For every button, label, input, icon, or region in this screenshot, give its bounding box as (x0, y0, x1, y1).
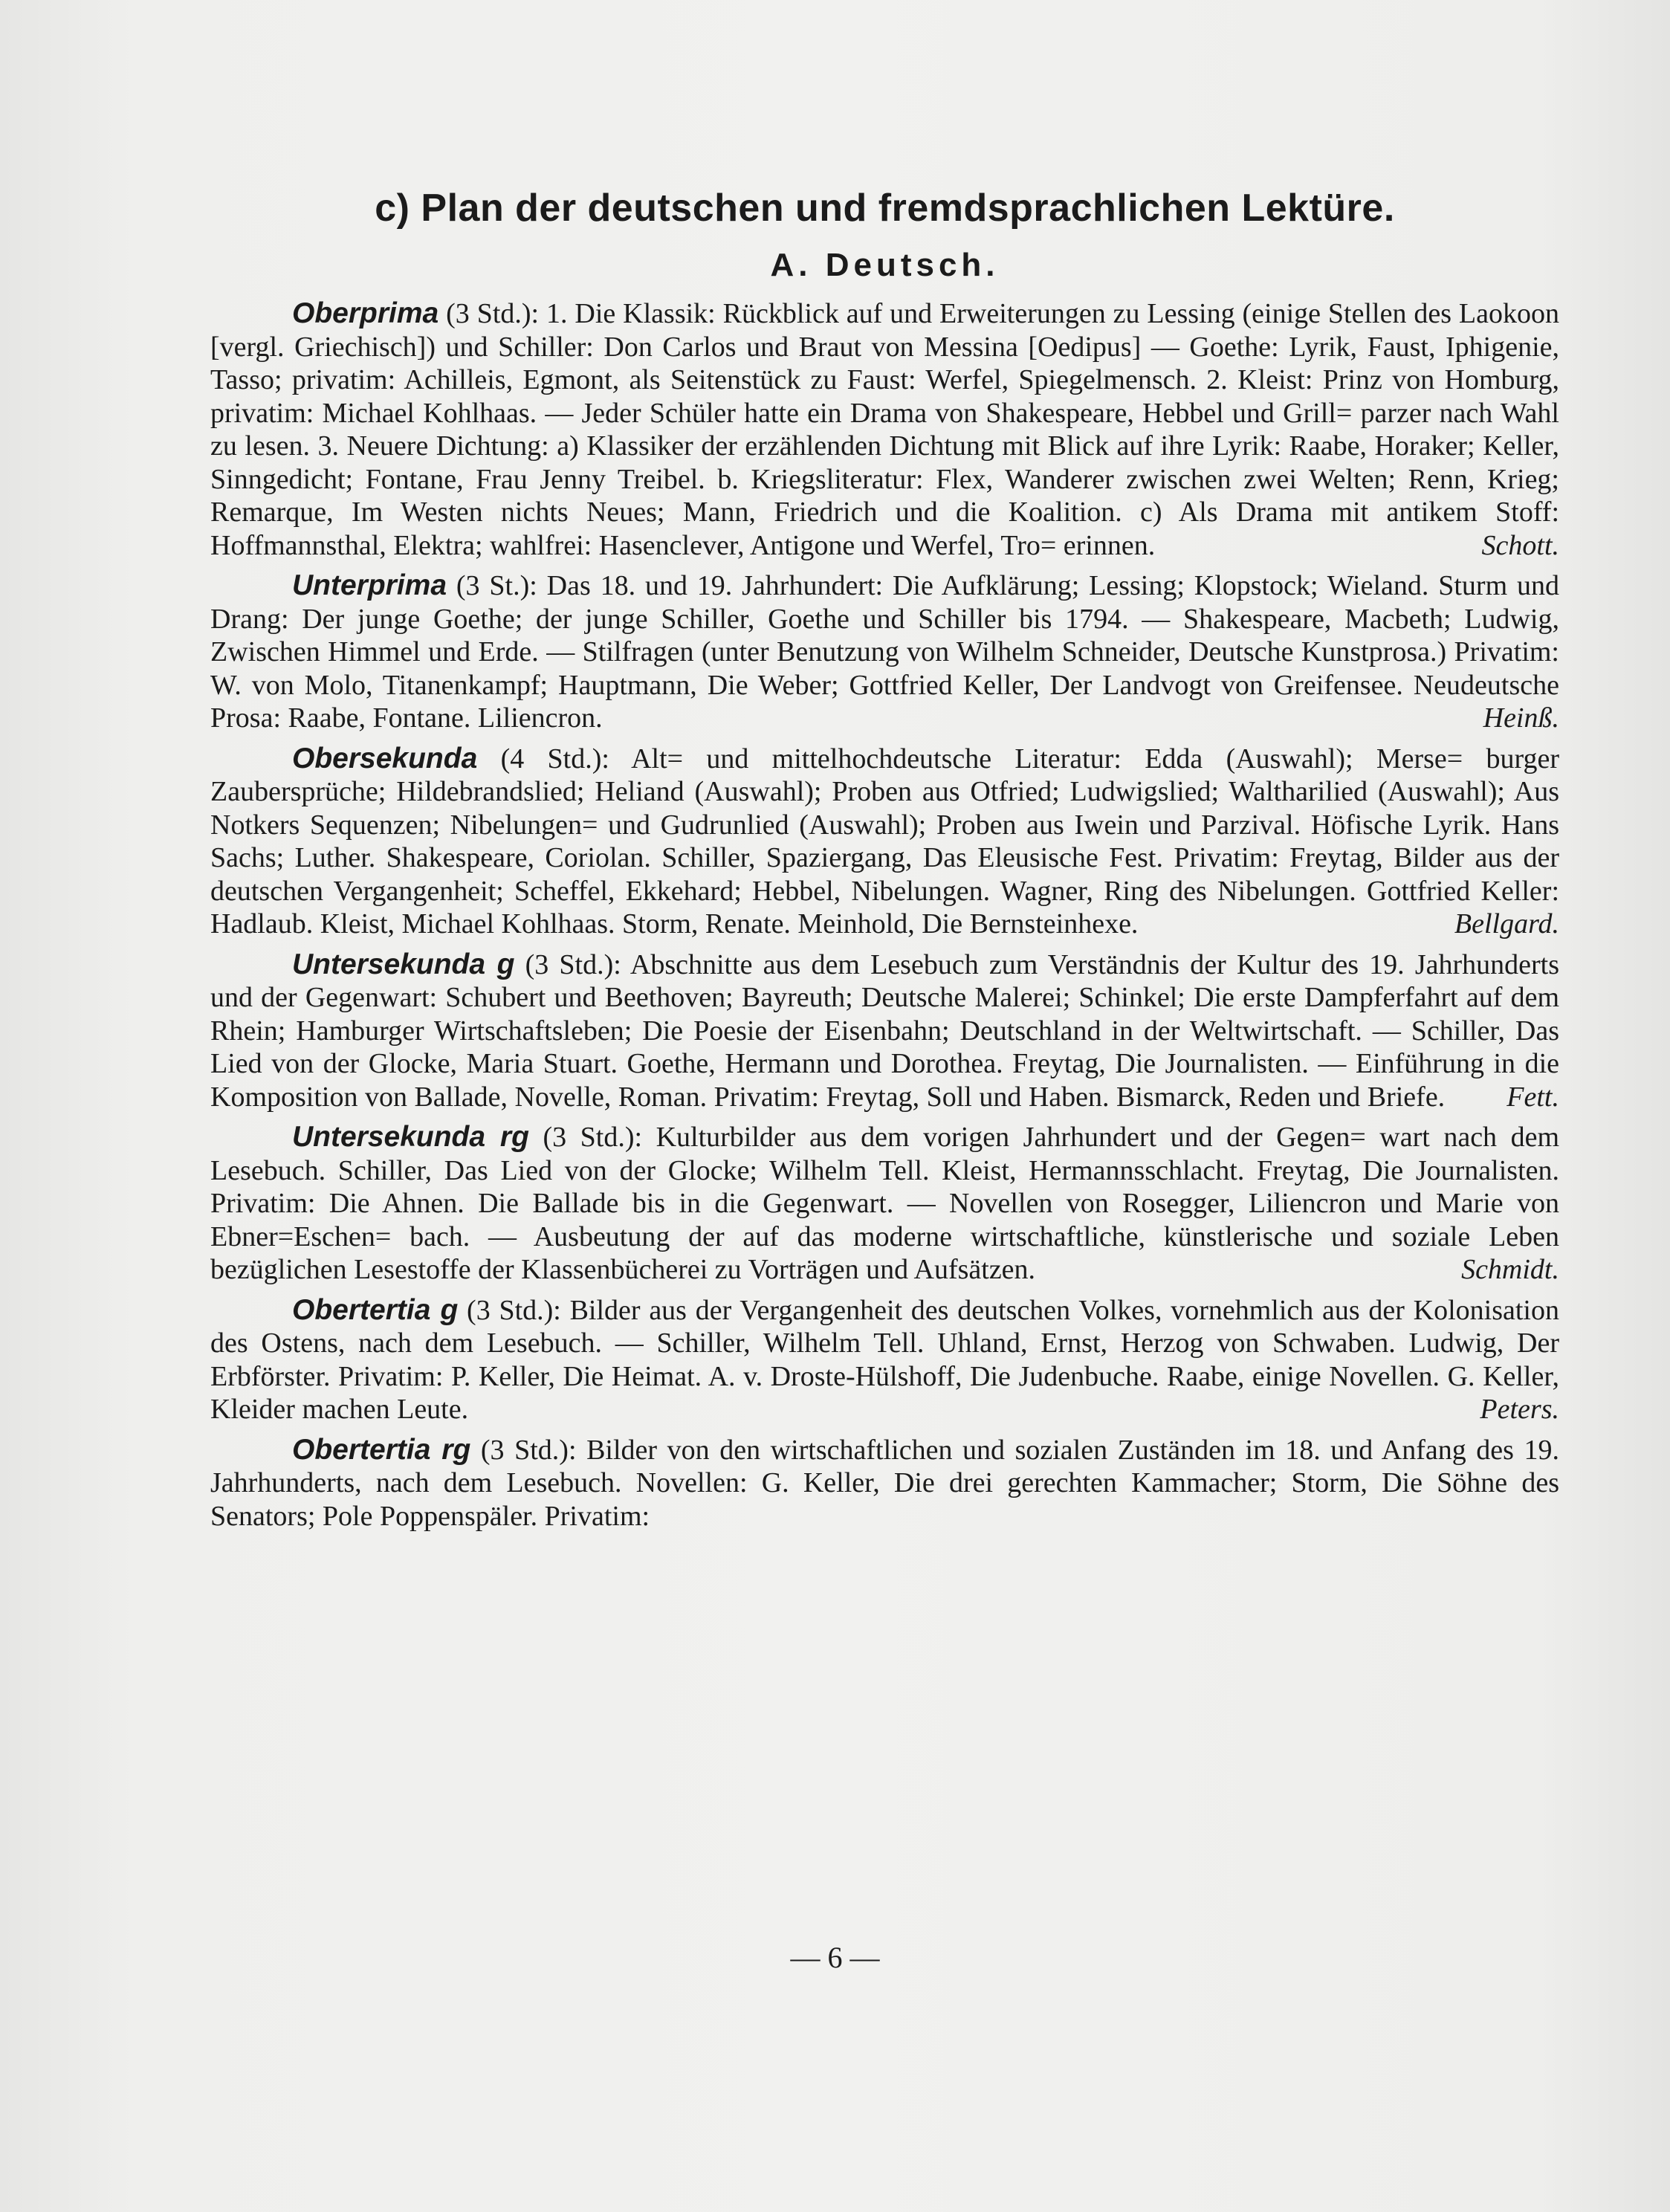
teacher-name: Heinß. (1483, 702, 1559, 734)
teacher-name: Bellgard. (1454, 908, 1559, 940)
section-text: (3 Std.): 1. Die Klassik: Rückblick auf und Erweiterungen zu Lessing (einige Stellen des Laokoon [vergl. Griechisch]) und Schiller: Don Carlos und Braut von Messina [Oedipus] — Goethe: Lyrik, Faust, Iphigenie, Tasso; privatim: Achilleis, Egmont, als Seitenstück zu Faust: Werfel, Spiegelmensch. 2. Kleist: Prinz von Homburg, privatim: Michael Kohlhaas. — Jeder Schüler hatte ein Drama von Shakespeare, Hebbel und Grill= parzer nach Wahl zu lesen. 3. Neuere Dichtung: a) Klassiker der erzählenden Dichtung mit Blick auf ihre Lyrik: Raabe, Horaker; Keller, Sinngedicht; Fontane, Frau Jenny Treibel. b. Kriegsliteratur: Flex, Wanderer zwischen zwei Welten; Renn, Krieg; Remarque, Im Westen nichts Neues; Mann, Friedrich und die Koalition. c) Als Drama mit antikem Stoff: Hoffmannsthal, Elektra; wahlfrei: Hasenclever, Antigone und Werfel, Tro= erinnen. (210, 298, 1559, 561)
page-number: — 6 — (790, 1941, 880, 1974)
section-text: (3 Std.): Abschnitte aus dem Lesebuch zum Verständnis der Kultur des 19. Jahrhunderts und der Gegenwart: Schubert und Beethoven; Bayreuth; Deutsche Malerei; Schinkel; Die erste Dampferfahrt auf dem Rhein; Hamburger Wirtschaftsleben; Die Poesie der Eisenbahn; Deutschland in der Weltwirtschaft. — Schiller, Das Lied von der Glocke, Maria Stuart. Goethe, Hermann und Dorothea. Freytag, Die Journalisten. — Einführung in die Komposition von Ballade, Novelle, Roman. Privatim: Freytag, Soll und Haben. Bismarck, Reden und Briefe. (210, 948, 1559, 1113)
teacher-name: Schmidt. (1461, 1254, 1559, 1285)
section-text: (4 Std.): Alt= und mittelhochdeutsche Literatur: Edda (Auswahl); Merse= burger Zaubersprüche; Hildebrandslied; Heliand (Auswahl); Proben aus Otfried; Ludwigslied; Waltharilied (Auswahl); Aus Notkers Sequenzen; Nibelungen= und Gudrunlied (Auswahl); Proben aus Iwein und Parzival. Höfische Lyrik. Hans Sachs; Luther. Shakespeare, Coriolan. Schiller, Spaziergang, Das Eleusische Fest. Privatim: Freytag, Bilder aus der deutschen Vergangenheit; Scheffel, Ekkehard; Hebbel, Nibelungen. Wagner, Ring des Nibelungen. Gottfried Keller: Hadlaub. Kleist, Michael Kohlhaas. Storm, Renate. Meinhold, Die Bernsteinhexe. (210, 743, 1559, 940)
section-text: (3 Std.): Kulturbilder aus dem vorigen Jahrhundert und der Gegen= wart nach dem Lesebuch. Schiller, Das Lied von der Glocke; Wilhelm Tell. Kleist, Hermannsschlacht. Freytag, Die Journalisten. Privatim: Die Ahnen. Die Ballade bis in die Gegenwart. — Novellen von Rosegger, Liliencron und Marie von Ebner=Eschen= bach. — Ausbeutung der auf das moderne wirtschaftliche, künstlerische und soziale Leben bezüglichen Lesestoffe der Klassenbücherei zu Vorträgen und Aufsätzen. (210, 1122, 1560, 1285)
section-oberprima (210, 297, 1559, 562)
class-name: Obertertia rg (292, 1433, 471, 1466)
section-text: (3 Std.): Bilder aus der Vergangenheit des deutschen Volkes, vornehmlich aus der Kolonisation des Ostens, nach dem Lesebuch. — Schiller, Wilhelm Tell. Uhland, Ernst, Herzog von Schwaben. Ludwig, Der Erbförster. Privatim: P. Keller, Die Heimat. A. v. Droste-Hülshoff, Die Judenbuche. Raabe, einige Novellen. G. Keller, Kleider machen Leute. (210, 1294, 1559, 1425)
teacher-name: Schott. (1481, 529, 1559, 561)
page-title: c) Plan der deutschen und fremdsprachlichen Lektüre. (375, 187, 1395, 230)
class-name: Untersekunda rg (292, 1121, 529, 1153)
section-obertertia-rg (210, 1434, 1559, 1533)
teacher-name: Peters. (1480, 1394, 1559, 1425)
class-name: Obersekunda (292, 742, 478, 774)
section-text: (3 Std.): Bilder von den wirtschaftlichen und sozialen Zuständen im 18. und Anfang des 19. Jahrhunderts, nach dem Lesebuch. Novellen: G. Keller, Die drei gerechten Kammacher; Storm, Die Söhne des Senators; Pole Poppenspäler. Privatim: (210, 1434, 1560, 1532)
section-heading: A. Deutsch. (770, 247, 1000, 283)
class-name: Untersekunda g (292, 948, 515, 980)
section-unterprima (210, 569, 1559, 735)
class-name: Obertertia g (292, 1293, 459, 1326)
section-obersekunda (210, 743, 1559, 941)
section-obertertia-g (210, 1294, 1559, 1426)
section-untersekunda-g (210, 948, 1559, 1114)
class-name: Unterprima (292, 569, 447, 601)
section-text: (3 St.): Das 18. und 19. Jahrhundert: Die Aufklärung; Lessing; Klopstock; Wieland. Sturm und Drang: Der junge Goethe; der junge Schiller, Goethe und Schiller bis 1794. — Shakespeare, Macbeth; Ludwig, Zwischen Himmel und Erde. — Stilfragen (unter Benutzung von Wilhelm Schneider, Deutsche Kunstprosa.) Privatim: W. von Molo, Titanenkampf; Hauptmann, Die Weber; Gottfried Keller, Der Landvogt von Greifensee. Neudeutsche Prosa: Raabe, Fontane. Liliencron. (210, 570, 1559, 734)
teacher-name: Fett. (1506, 1081, 1559, 1113)
section-untersekunda-rg (210, 1121, 1559, 1287)
class-name: Oberprima (292, 297, 439, 329)
content-column (210, 186, 1559, 1540)
